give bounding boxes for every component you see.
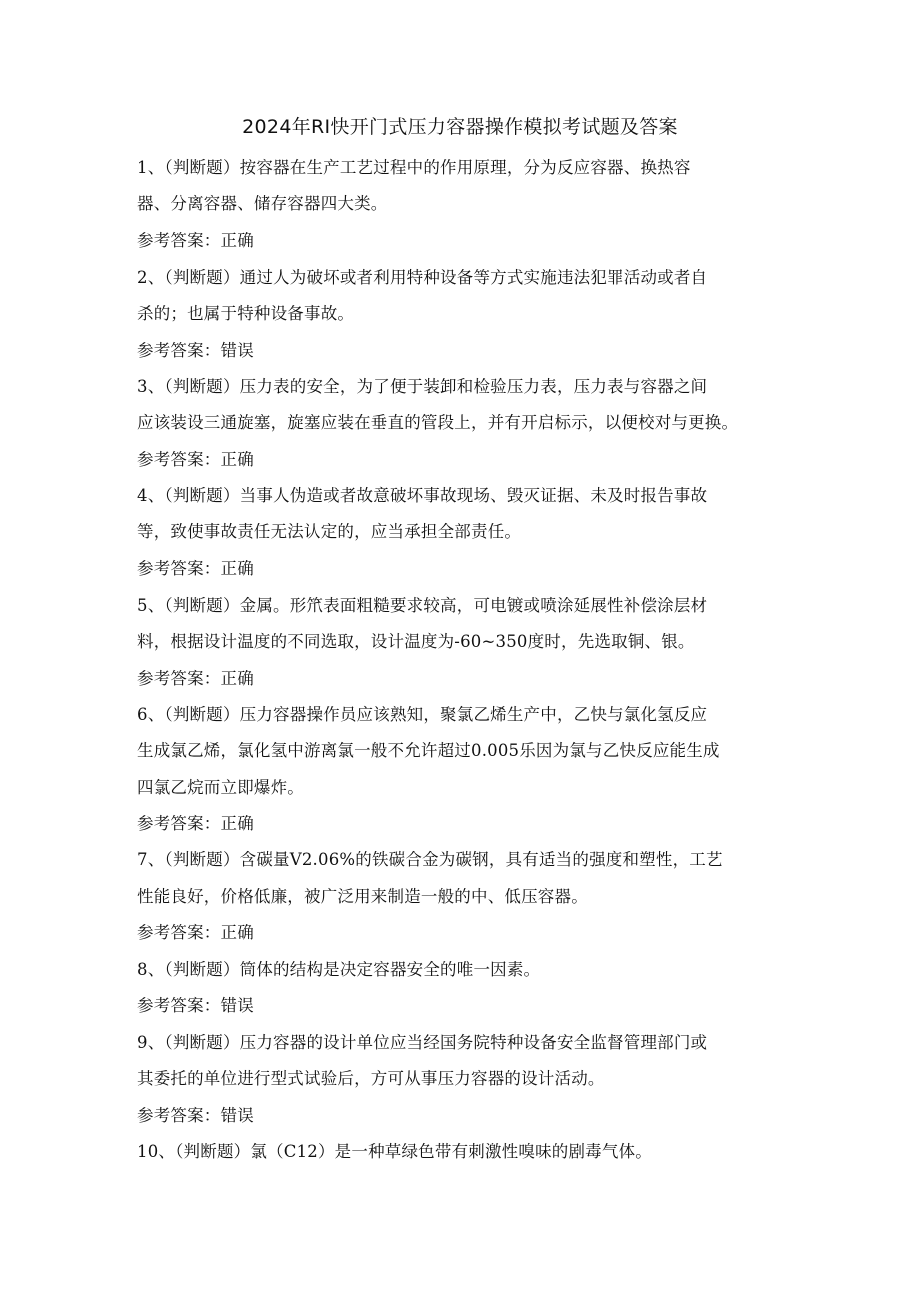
question-5-line-1: 5、（判断题）金属。形笊表面粗糙要求较高，可电镀或喷涂延展性补偿涂层材	[137, 596, 708, 615]
question-9-answer: 参考答案：错误	[137, 1106, 254, 1125]
question-6-line-3: 四氯乙烷而立即爆炸。	[137, 778, 304, 797]
question-1-answer: 参考答案：正确	[137, 231, 254, 250]
question-9-line-2: 其委托的单位进行型式试验后，方可从事压力容器的设计活动。	[137, 1069, 605, 1088]
question-6-line-1: 6、（判断题）压力容器操作员应该熟知，聚氯乙烯生产中，乙快与氯化氢反应	[137, 705, 708, 724]
question-2-answer: 参考答案：错误	[137, 341, 254, 360]
question-7-line-1: 7、（判断题）含碳量V2.06%的铁碳合金为碳钢，具有适当的强度和塑性，工艺	[137, 850, 723, 869]
document-title: 2024年RI快开门式压力容器操作模拟考试题及答案	[242, 116, 678, 138]
question-4-line-2: 等，致使事故责任无法认定的，应当承担全部责任。	[137, 522, 522, 541]
question-5-answer: 参考答案：正确	[137, 669, 254, 688]
question-8-answer: 参考答案：错误	[137, 996, 254, 1015]
question-4-answer: 参考答案：正确	[137, 559, 254, 578]
question-9-line-1: 9、（判断题）压力容器的设计单位应当经国务院特种设备安全监督管理部门或	[137, 1033, 708, 1052]
question-3-line-2: 应该装设三通旋塞，旋塞应装在垂直的管段上，并有开启标示，以便校对与更换。	[137, 413, 739, 432]
question-1-line-2: 器、分离容器、储存容器四大类。	[137, 194, 388, 213]
question-6-answer: 参考答案：正确	[137, 814, 254, 833]
question-2-line-1: 2、（判断题）通过人为破坏或者利用特种设备等方式实施违法犯罪活动或者自	[137, 268, 708, 287]
question-7-line-2: 性能良好，价格低廉，被广泛用来制造一般的中、低压容器。	[137, 887, 588, 906]
question-5-line-2: 料，根据设计温度的不同选取，设计温度为-60~350度时，先选取铜、银。	[137, 632, 695, 651]
question-3-answer: 参考答案：正确	[137, 450, 254, 469]
question-6-line-2: 生成氯乙烯，氯化氢中游离氯一般不允许超过0.005乐因为氯与乙快反应能生成	[137, 741, 720, 760]
question-7-answer: 参考答案：正确	[137, 923, 254, 942]
question-4-line-1: 4、（判断题）当事人伪造或者故意破坏事故现场、毁灭证据、未及时报告事故	[137, 486, 708, 505]
question-8-line-1: 8、（判断题）筒体的结构是决定容器安全的唯一因素。	[137, 960, 541, 979]
question-3-line-1: 3、（判断题）压力表的安全，为了便于装卸和检验压力表，压力表与容器之间	[137, 377, 708, 396]
question-1-line-1: 1、（判断题）按容器在生产工艺过程中的作用原理，分为反应容器、换热容	[137, 158, 691, 177]
question-10-line-1: 10、（判断题）氯（C12）是一种草绿色带有刺激性嗅味的剧毒气体。	[137, 1142, 652, 1161]
question-2-line-2: 杀的；也属于特种设备事故。	[137, 304, 355, 323]
